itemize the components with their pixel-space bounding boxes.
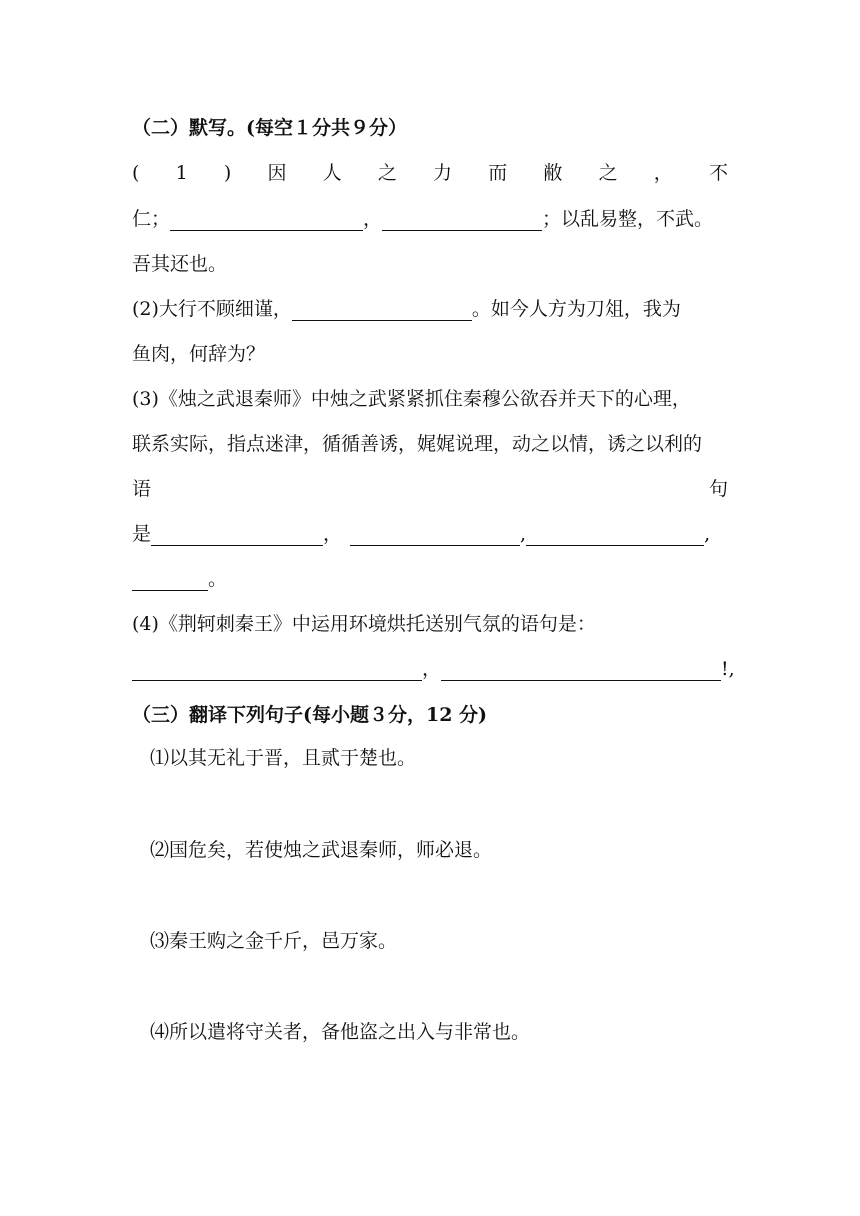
translation-item-1: ⑴以其无礼于晋，且贰于楚也。 <box>150 747 417 769</box>
answer-blank[interactable] <box>441 660 721 681</box>
q3-line4: 是 ， , , <box>132 523 711 545</box>
answer-blank[interactable] <box>170 210 363 231</box>
q1-line1: ( 1 ) 因 人 之 力 而 敝 之 ， 不 <box>132 162 728 184</box>
translation-item-4: ⑷所以遣将守关者，备他盗之出入与非常也。 <box>150 1021 531 1043</box>
answer-blank[interactable] <box>151 525 323 546</box>
q3-line5: 。 <box>132 567 728 591</box>
q4-line1: (4)《荆轲刺秦王》中运用环境烘托送别气氛的语句是： <box>132 613 596 635</box>
q3-line3: 语 句 <box>132 478 728 500</box>
section-2-title: （二）默写。(每空１分共９分） <box>132 117 407 139</box>
translation-item-2: ⑵国危矣，若使烛之武退秦师，师必退。 <box>150 839 493 861</box>
answer-blank[interactable] <box>382 210 542 231</box>
answer-blank[interactable] <box>292 300 472 321</box>
translation-item-3: ⑶秦王购之金千斤，邑万家。 <box>150 930 398 952</box>
q3-line2: 联系实际，指点迷津，循循善诱，娓娓说理，动之以情，诱之以利的 <box>132 433 703 455</box>
answer-blank[interactable] <box>350 525 520 546</box>
q1-line3: 吾其还也。 <box>132 253 228 275</box>
q1-line2: 仁； ， ；以乱易整，不武。 <box>132 208 714 230</box>
q4-line2: ， !, <box>132 657 728 681</box>
answer-blank[interactable] <box>132 660 422 681</box>
q2-line2: 鱼肉，何辞为？ <box>132 343 266 365</box>
q3-line1: (3)《烛之武退秦师》中烛之武紧紧抓住秦穆公欲吞并天下的心理， <box>132 388 691 410</box>
q2-line1: (2)大行不顾细谨， 。如今人方为刀俎，我为 <box>132 298 681 320</box>
answer-blank[interactable] <box>132 570 208 591</box>
section-3-title: （三）翻译下列句子(每小题３分，12 分) <box>132 704 488 726</box>
answer-blank[interactable] <box>526 525 704 546</box>
